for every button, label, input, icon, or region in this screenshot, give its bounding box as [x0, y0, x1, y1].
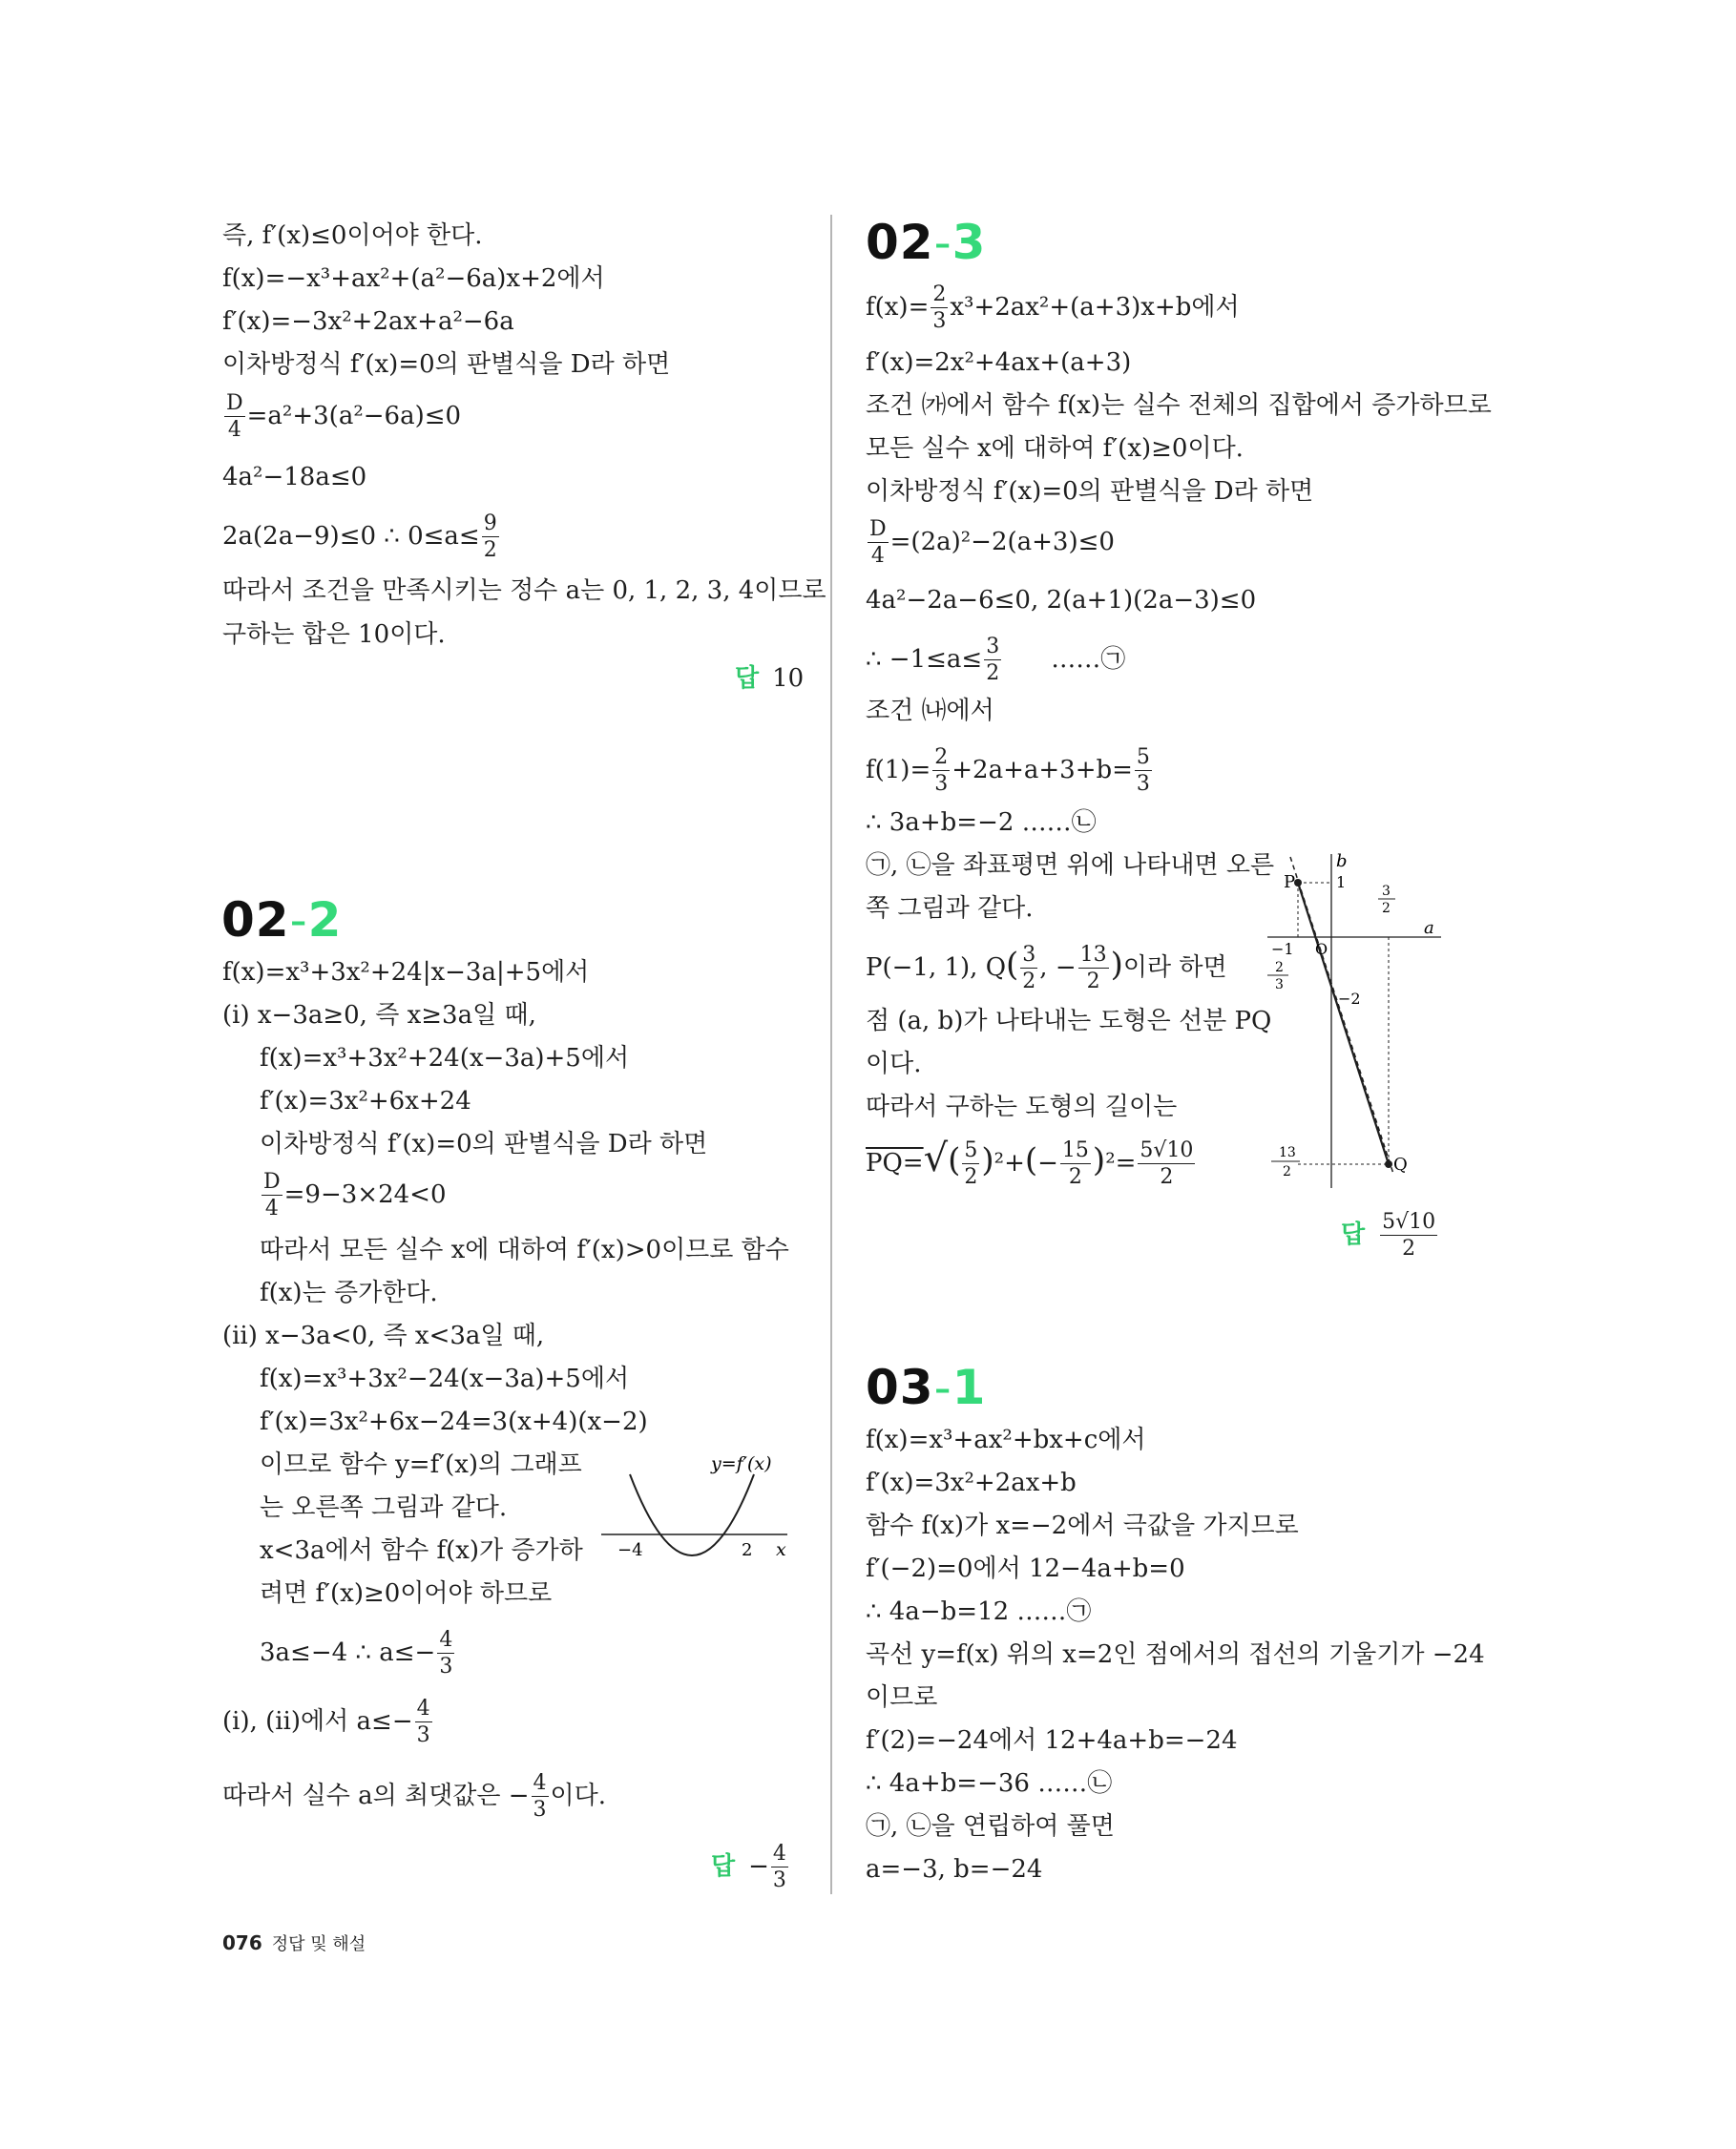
text-line: 조건 ㈎에서 함수 f(x)는 실수 전체의 집합에서 증가하므로: [866, 391, 1492, 420]
text-line: 점 (a, b)가 나타내는 도형은 선분 PQ: [866, 1007, 1272, 1035]
fraction: $\frac{3}{2}$: [986, 635, 1000, 685]
text-line: 따라서 구하는 도형의 길이는: [866, 1093, 1178, 1121]
text-line: f′(x)=−3x²+2ax+a²−6a: [222, 307, 514, 336]
point-q: [1385, 1160, 1392, 1168]
text-line: f(x)=x³+3x²+24(x−3a)+5에서: [260, 1044, 630, 1073]
label-minus-two: −2: [1338, 990, 1361, 1008]
text-line: P(−1, 1), Q( $\frac{3}{2}$ , − $\frac{13}{2}$ )이라 하면: [866, 943, 1227, 993]
text-line: 4a²−18a≤0: [222, 463, 367, 491]
answer: 답 $\frac{5√10}{2}$: [1341, 1210, 1436, 1261]
text-line: 이므로: [866, 1683, 938, 1712]
text-line: f(1)= $\frac{2}{3}$ +2a+a+3+b= $\frac{5}{3}$: [866, 745, 1150, 796]
text-line: 4a²−2a−6≤0, 2(a+1)(2a−3)≤0: [866, 586, 1257, 615]
fraction: $\frac{D}{4}$: [263, 1170, 281, 1221]
text-line: f(x)= $\frac{2}{3}$ x³+2ax²+(a+3)x+b에서: [866, 282, 1240, 333]
text-line: 이차방정식 f′(x)=0의 판별식을 D라 하면: [866, 477, 1314, 506]
fraction: $\frac{13}{2}$: [1079, 943, 1107, 993]
label-three-halves-den: 2: [1382, 901, 1391, 916]
page-footer: [222, 1930, 366, 1955]
text-line: ∴ 4a+b=−36 ……㉡: [866, 1769, 1113, 1798]
label-one: 1: [1336, 873, 1347, 891]
section-heading: 02-2: [221, 892, 343, 948]
fraction: $\frac{5√10}{2}$: [1140, 1138, 1194, 1189]
text-line: 구하는 합은 10이다.: [222, 620, 446, 649]
tick-label: 2: [742, 1540, 753, 1560]
text-line: 이차방정식 f′(x)=0의 판별식을 D라 하면: [260, 1130, 708, 1158]
text-line: f′(2)=−24에서 12+4a+b=−24: [866, 1726, 1238, 1755]
label-b: b: [1336, 851, 1348, 871]
text-line: f(x)=−x³+ax²+(a²−6a)x+2에서: [222, 264, 605, 293]
text-line: f′(x)=3x²+2ax+b: [866, 1469, 1077, 1497]
text-line: 함수 f(x)가 x=−2에서 극값을 가지므로: [866, 1512, 1299, 1540]
text-line: x<3a에서 함수 f(x)가 증가하: [260, 1536, 583, 1565]
label-thirteen-halves-num: 13: [1279, 1145, 1296, 1160]
graph-label: y=f′(x): [711, 1453, 772, 1474]
text-line: (ⅰ), (ⅱ)에서 a≤− $\frac{4}{3}$: [222, 1697, 430, 1747]
fraction: $\frac{3}{2}$: [1022, 943, 1036, 993]
segment-pq-graph: [1260, 849, 1451, 1193]
text-line: ㉠, ㉡을 좌표평면 위에 나타내면 오른: [866, 851, 1275, 880]
fraction: $\frac{4}{3}$: [439, 1628, 453, 1679]
text-line: (ⅱ) x−3a<0, 즉 x<3a일 때,: [222, 1322, 545, 1350]
section-heading: 03-1: [866, 1360, 987, 1415]
label-p: P: [1284, 872, 1296, 892]
text-line: 따라서 모든 실수 x에 대하여 f′(x)>0이므로 함수: [260, 1236, 789, 1264]
text-line: ∴ 3a+b=−2 ……㉡: [866, 808, 1097, 837]
page-number: 076: [222, 1931, 262, 1954]
footer-title: 정답 및 해설: [271, 1934, 366, 1954]
label-origin: O: [1315, 940, 1328, 958]
text-line: 2a(2a−9)≤0 ∴ 0≤a≤ $\frac{9}{2}$: [222, 511, 497, 562]
label-two-thirds-den: 3: [1275, 977, 1284, 992]
label-minus-one: −1: [1271, 940, 1294, 958]
fraction: $\frac{4}{3}$: [772, 1842, 786, 1892]
text-line: f(x)=x³+ax²+bx+c에서: [866, 1426, 1146, 1454]
text-line: $\frac{D}{4}$ =9−3×24<0: [263, 1170, 447, 1221]
fraction: $\frac{4}{3}$: [416, 1697, 430, 1747]
text-line: 이차방정식 f′(x)=0의 판별식을 D라 하면: [222, 350, 671, 379]
parabola-curve: [630, 1474, 754, 1555]
text-line: f(x)=x³+3x²+24|x−3a|+5에서: [222, 958, 590, 987]
text-line: 따라서 조건을 만족시키는 정수 a는 0, 1, 2, 3, 4이므로: [222, 576, 826, 605]
fraction: $\frac{5√10}{2}$: [1382, 1210, 1436, 1261]
parabola-graph: [596, 1450, 797, 1603]
text-line: (ⅰ) x−3a≥0, 즉 x≥3a일 때,: [222, 1001, 536, 1030]
text-line: ㉠, ㉡을 연립하여 풀면: [866, 1812, 1115, 1841]
fraction: $\frac{2}{3}$: [932, 282, 947, 333]
label-thirteen-halves-den: 2: [1283, 1164, 1291, 1179]
fraction: $\frac{9}{2}$: [483, 511, 497, 562]
text-line: f(x)=x³+3x²−24(x−3a)+5에서: [260, 1365, 630, 1393]
fraction: $\frac{4}{3}$: [533, 1771, 547, 1822]
point-p: [1294, 879, 1302, 887]
fraction: $\frac{5}{3}$: [1136, 745, 1150, 796]
text-line: 쪽 그림과 같다.: [866, 894, 1034, 923]
text-line: 3a≤−4 ∴ a≤− $\frac{4}{3}$: [260, 1628, 453, 1679]
label-q: Q: [1393, 1155, 1408, 1175]
text-line: f′(x)=2x²+4ax+(a+3): [866, 348, 1132, 377]
label-a: a: [1424, 918, 1434, 938]
text-line: 즉, f′(x)≤0이어야 한다.: [222, 221, 483, 250]
text-line: f′(x)=3x²+6x+24: [260, 1087, 471, 1116]
text-line: f′(x)=3x²+6x−24=3(x+4)(x−2): [260, 1408, 648, 1436]
label-two-thirds-num: 2: [1275, 960, 1284, 975]
answer: 답 − $\frac{4}{3}$: [711, 1842, 786, 1892]
text-line: 이므로 함수 y=f′(x)의 그래프: [260, 1450, 582, 1479]
text-line: ∴ −1≤a≤ $\frac{3}{2}$ ……㉠: [866, 635, 1126, 685]
fraction: $\frac{2}{3}$: [934, 745, 949, 796]
tick-label: −4: [617, 1540, 643, 1560]
text-line: f′(−2)=0에서 12−4a+b=0: [866, 1554, 1185, 1583]
fraction: $\frac{5}{2}$: [964, 1138, 978, 1189]
text-line: ∴ 4a−b=12 ……㉠: [866, 1597, 1092, 1626]
text-line: a=−3, b=−24: [866, 1855, 1043, 1884]
text-line-discriminant: $\frac{D}{4}$ =a²+3(a²−6a)≤0: [226, 391, 462, 442]
text-line: $\frac{D}{4}$ =(2a)²−2(a+3)≤0: [869, 517, 1115, 568]
answer: 답 10: [735, 664, 805, 693]
text-line: 려면 f′(x)≥0이어야 하므로: [260, 1579, 553, 1608]
segment-pq: [1298, 883, 1389, 1164]
text-line: 이다.: [866, 1050, 922, 1078]
label-three-halves-num: 3: [1382, 884, 1391, 899]
text-line: f(x)는 증가한다.: [260, 1279, 438, 1307]
text-line: 곡선 y=f(x) 위의 x=2인 점에서의 접선의 기울기가 −24: [866, 1640, 1485, 1669]
text-line-pq-length: PQ=√( $\frac{5}{2}$ )²+(− $\frac{15}{2}$ )²= $\frac{5√10}{2}$: [866, 1137, 1194, 1189]
text-line: 조건 ㈏에서: [866, 697, 994, 725]
fraction: $\frac{D}{4}$: [226, 391, 243, 442]
tick-label: x: [776, 1539, 786, 1560]
fraction: $\frac{D}{4}$: [869, 517, 887, 568]
column-divider: [830, 215, 832, 1894]
fraction: $\frac{15}{2}$: [1061, 1138, 1089, 1189]
text-line: 모든 실수 x에 대하여 f′(x)≥0이다.: [866, 434, 1244, 463]
text-line: 따라서 실수 a의 최댓값은 − $\frac{4}{3}$ 이다.: [222, 1771, 607, 1822]
section-heading: 02-3: [866, 215, 987, 270]
text-line: 는 오른쪽 그림과 같다.: [260, 1493, 508, 1522]
